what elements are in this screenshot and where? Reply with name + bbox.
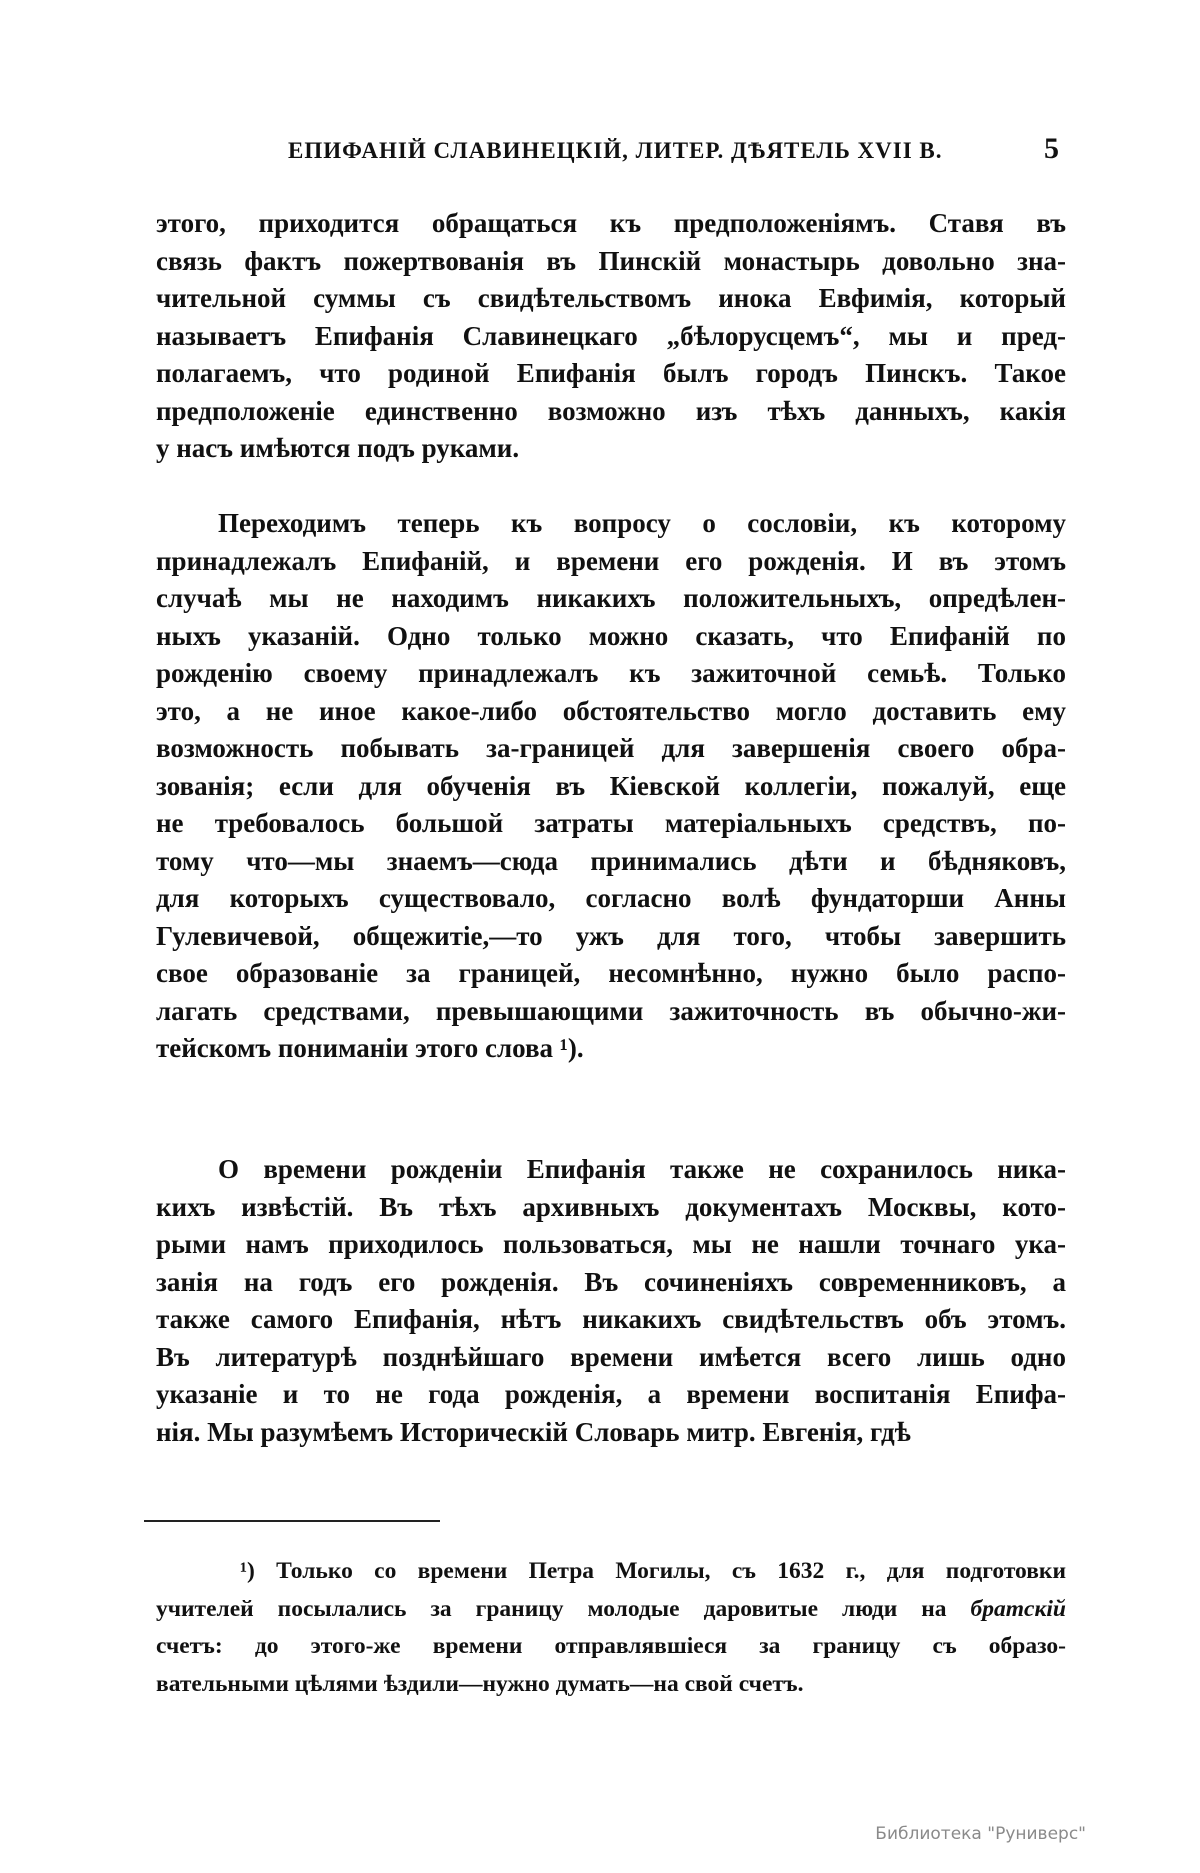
text-line: нія. Мы разумѣемъ Историческій Словарь митр. Евгенія, гдѣ	[156, 1416, 911, 1447]
text-line: этого, приходится обращаться къ предположеніямъ. Ставя въ	[156, 208, 1066, 238]
running-title: ЕПИФАНІЙ СЛАВИНЕЦКІЙ, ЛИТЕР. ДѢЯТЕЛЬ XVII В.	[288, 138, 943, 163]
text-line: рожденію своему принадлежалъ къ зажиточной семьѣ. Только	[156, 658, 1066, 688]
text-line: Въ литературѣ позднѣйшаго времени имѣется всего лишь одно	[156, 1341, 1066, 1372]
footnote-line: ¹) Только со времени Петра Могилы, съ 1632 г., для подготовки	[240, 1558, 1066, 1584]
paragraph-1	[156, 205, 1066, 468]
footnote-line	[156, 1591, 1066, 1629]
text-line: кихъ извѣстій. Въ тѣхъ архивныхъ документахъ Москвы, кото-	[156, 1191, 1066, 1222]
footnote	[156, 1553, 1066, 1703]
text-line: не требовалось большой затраты матеріальныхъ средствъ, по-	[156, 808, 1066, 838]
paragraph-3	[156, 1151, 1066, 1451]
footnote-line: вательными цѣлями ѣздили—нужно думать—на свой счетъ.	[156, 1670, 804, 1697]
text-line: рыми намъ приходилось пользоваться, мы не нашли точнаго ука-	[156, 1229, 1066, 1259]
footnote-separator	[144, 1520, 440, 1522]
text-line: чительной суммы съ свидѣтельствомъ инока Евфимія, который	[156, 283, 1066, 313]
text-line: называетъ Епифанія Славинецкаго „бѣлорусцемъ“, мы и пред-	[156, 320, 1066, 351]
footnote-italic-word: братскій	[970, 1595, 1066, 1622]
text-line: зованія; если для обученія въ Кіевской коллегіи, пожалуй, еще	[156, 770, 1066, 801]
paragraph-2	[156, 505, 1066, 1068]
text-line: у насъ имѣются подъ руками.	[156, 433, 520, 463]
text-line: для которыхъ существовало, согласно волѣ фундаторши Анны	[156, 883, 1066, 913]
text-line: тейскомъ пониманіи этого слова ¹).	[156, 1033, 584, 1063]
text-line: указаніе и то не года рожденія, а времени воспитанія Епифа-	[156, 1379, 1066, 1409]
text-line: предположеніе единственно возможно изъ тѣхъ данныхъ, какія	[156, 395, 1066, 426]
footnote-line: счетъ: до этого-же времени отправлявшіеся за границу съ образо-	[156, 1633, 1066, 1659]
text-line: Переходимъ теперь къ вопросу о сословіи, къ которому	[218, 508, 1066, 538]
text-line: ныхъ указаній. Одно только можно сказать, что Епифаній по	[156, 620, 1066, 651]
text-line: возможность побывать за-границей для завершенія своего обра-	[156, 733, 1066, 763]
text-line: также самого Епифанія, нѣтъ никакихъ свидѣтельствъ объ этомъ.	[156, 1304, 1066, 1334]
text-line: занія на годъ его рожденія. Въ сочиненіяхъ современниковъ, а	[156, 1266, 1066, 1297]
text-line: принадлежалъ Епифаній, и времени его рожденія. И въ этомъ	[156, 545, 1066, 576]
text-line: связь фактъ пожертвованія въ Пинскій монастырь довольно зна-	[156, 245, 1066, 276]
text-line: О времени рожденіи Епифанія также не сохранилось ника-	[218, 1154, 1066, 1184]
text-line: Гулевичевой, общежитіе,—то ужъ для того, чтобы завершить	[156, 920, 1066, 951]
footnote-text: учителей посылались за границу молодые даровитые люди на	[156, 1595, 971, 1622]
text-line: свое образованіе за границей, несомнѣнно, нужно было распо-	[156, 958, 1066, 988]
text-line: случаѣ мы не находимъ никакихъ положительныхъ, опредѣлен-	[156, 583, 1066, 613]
page-number: 5	[1044, 132, 1059, 165]
library-watermark: Библиотека "Руниверс"	[875, 1824, 1086, 1844]
text-line: тому что—мы знаемъ—сюда принимались дѣти и бѣдняковъ,	[156, 845, 1066, 876]
text-line: это, а не иное какое-либо обстоятельство могло доставить ему	[156, 695, 1066, 726]
text-line: полагаемъ, что родиной Епифанія былъ городъ Пинскъ. Такое	[156, 358, 1066, 388]
text-line: лагать средствами, превышающими зажиточность въ обычно-жи-	[156, 995, 1066, 1026]
